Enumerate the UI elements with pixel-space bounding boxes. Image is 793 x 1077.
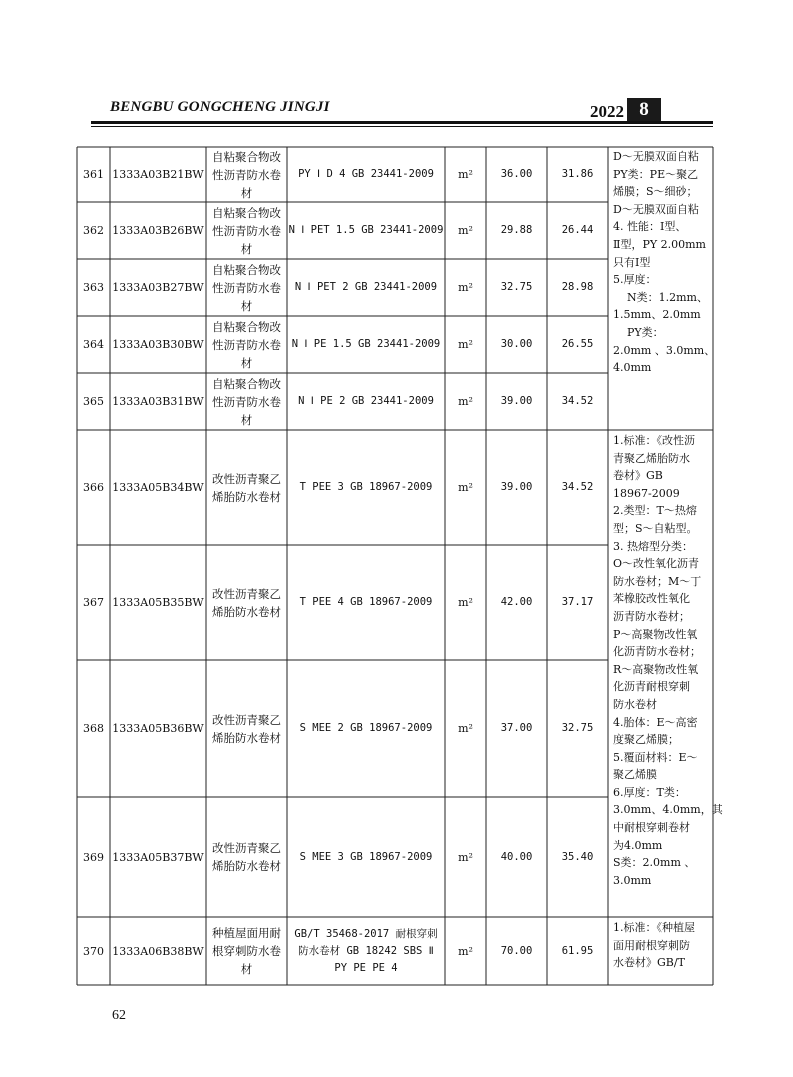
item-unit: m² — [458, 168, 473, 181]
price-tax-excl: 26.55 — [561, 338, 594, 350]
item-unit: m² — [458, 850, 473, 864]
price-tax-incl: 36.00 — [500, 168, 533, 180]
header-rule-thin — [91, 126, 713, 127]
item-unit: m² — [458, 944, 473, 958]
item-unit: m² — [458, 224, 473, 237]
item-unit: m² — [458, 338, 473, 351]
price-tax-incl: 39.00 — [500, 395, 533, 407]
item-name: 改性沥青聚乙烯胎防水卷材 — [212, 471, 281, 504]
notes-root-resistant: 1.标准：《种植屋 面用耐根穿刺防 水卷材》GB/T — [613, 921, 695, 970]
row-number: 364 — [83, 338, 104, 351]
item-name: 改性沥青聚乙烯胎防水卷材 — [212, 712, 281, 745]
notes-polyethylene-base: 1.标准：《改性沥 青聚乙烯胎防水 卷材》GB 18967-2009 2.类型：T～热熔 型；S～自粘型。 3. 热熔型分类： O～改性氧化沥青 防水卷材；M～丁 苯橡胶改性氧化 沥青防水卷材； P～高聚物改性氧 化沥青防水卷材； R～高聚物改性氧 化沥青耐根穿刺 防水卷材 4.胎体：E～高密 度聚乙烯膜； 5.覆面材料：E～ 聚乙烯膜 6.厚度：T类： 3.0mm、4.0mm，其 中耐根穿刺卷材 为4.0mm S类：2.0mm 、 3.0mm — [613, 434, 723, 887]
item-spec: T PEE 3 GB 18967-2009 — [299, 481, 433, 493]
price-tax-excl: 61.95 — [561, 944, 594, 957]
price-tax-incl: 30.00 — [500, 338, 533, 350]
item-spec: N Ⅰ PET 1.5 GB 23441-2009 — [288, 224, 444, 236]
item-code: 1333A03B31BW — [112, 395, 204, 408]
item-name: 改性沥青聚乙烯胎防水卷材 — [212, 586, 281, 619]
item-spec: S MEE 3 GB 18967-2009 — [299, 850, 433, 863]
price-tax-excl: 37.17 — [561, 596, 594, 608]
item-unit: m² — [458, 722, 473, 735]
item-code: 1333A05B36BW — [112, 722, 204, 735]
item-name: 自粘聚合物改性沥青防水卷材 — [212, 205, 281, 256]
item-code: 1333A03B26BW — [112, 224, 204, 237]
price-tax-excl: 26.44 — [561, 224, 594, 236]
item-name: 自粘聚合物改性沥青防水卷材 — [212, 149, 281, 200]
item-code: 1333A05B35BW — [112, 596, 204, 609]
price-tax-incl: 70.00 — [500, 944, 533, 957]
row-number: 367 — [83, 596, 104, 609]
price-tax-incl: 40.00 — [500, 850, 533, 863]
item-name: 自粘聚合物改性沥青防水卷材 — [212, 376, 281, 427]
row-number: 365 — [83, 395, 104, 408]
item-code: 1333A03B27BW — [112, 281, 204, 294]
price-tax-incl: 32.75 — [500, 281, 533, 293]
item-spec: N Ⅰ PE 2 GB 23441-2009 — [298, 395, 434, 407]
journal-title: BENGBU GONGCHENG JINGJI — [110, 99, 330, 115]
price-tax-excl: 34.52 — [561, 481, 594, 493]
item-code: 1333A06B38BW — [112, 944, 204, 958]
issue-number: 8 — [627, 98, 661, 122]
item-code: 1333A03B21BW — [112, 168, 204, 181]
row-number: 363 — [83, 281, 104, 294]
item-name: 自粘聚合物改性沥青防水卷材 — [212, 319, 281, 370]
item-name: 改性沥青聚乙烯胎防水卷材 — [212, 841, 281, 873]
item-unit: m² — [458, 281, 473, 294]
issue-marker — [590, 97, 661, 122]
item-spec: N Ⅰ PET 2 GB 23441-2009 — [294, 281, 438, 293]
price-tax-excl: 35.40 — [561, 850, 594, 863]
price-tax-incl: 29.88 — [500, 224, 533, 236]
row-number: 370 — [83, 944, 104, 958]
item-unit: m² — [458, 395, 473, 408]
item-spec: N Ⅰ PE 1.5 GB 23441-2009 — [291, 338, 441, 350]
row-number: 361 — [83, 168, 104, 181]
header-rule-thick — [91, 121, 713, 124]
item-unit: m² — [458, 596, 473, 609]
item-name: 种植屋面用耐根穿刺防水卷材 — [212, 926, 281, 976]
item-unit: m² — [458, 481, 473, 494]
price-tax-excl: 31.86 — [561, 168, 594, 180]
item-spec: S MEE 2 GB 18967-2009 — [299, 722, 433, 734]
item-spec: GB/T 35468-2017 耐根穿刺防水卷材 GB 18242 SBS Ⅱ PY PE PE 4 — [294, 927, 438, 974]
row-number: 368 — [83, 722, 104, 735]
price-tax-excl: 32.75 — [561, 722, 594, 734]
row-number: 369 — [83, 850, 104, 864]
price-tax-incl: 42.00 — [500, 596, 533, 608]
page-number: 62 — [112, 1008, 126, 1023]
item-spec: PY Ⅰ D 4 GB 23441-2009 — [298, 168, 434, 180]
notes-self-adhesive: D～无膜双面自粘 PY类：PE～聚乙 烯膜；S～细砂； D～无膜双面自粘 4. 性能：Ⅰ型、 Ⅱ型，PY 2.00mm 只有Ⅰ型 5.厚度： N类：1.2mm、 1.5mm、2.0mm PY类： 2.0mm 、3.0mm、 4.0mm — [613, 150, 716, 375]
year: 2022 — [590, 102, 624, 121]
item-spec: T PEE 4 GB 18967-2009 — [299, 596, 433, 608]
price-tax-incl: 37.00 — [500, 722, 533, 734]
item-name: 自粘聚合物改性沥青防水卷材 — [212, 262, 281, 313]
item-code: 1333A05B34BW — [112, 481, 204, 494]
price-tax-excl: 28.98 — [561, 281, 594, 293]
item-code: 1333A05B37BW — [112, 850, 204, 864]
price-tax-incl: 39.00 — [500, 481, 533, 493]
price-tax-excl: 34.52 — [561, 395, 594, 407]
row-number: 366 — [83, 481, 104, 494]
item-code: 1333A03B30BW — [112, 338, 204, 351]
row-number: 362 — [83, 224, 104, 237]
